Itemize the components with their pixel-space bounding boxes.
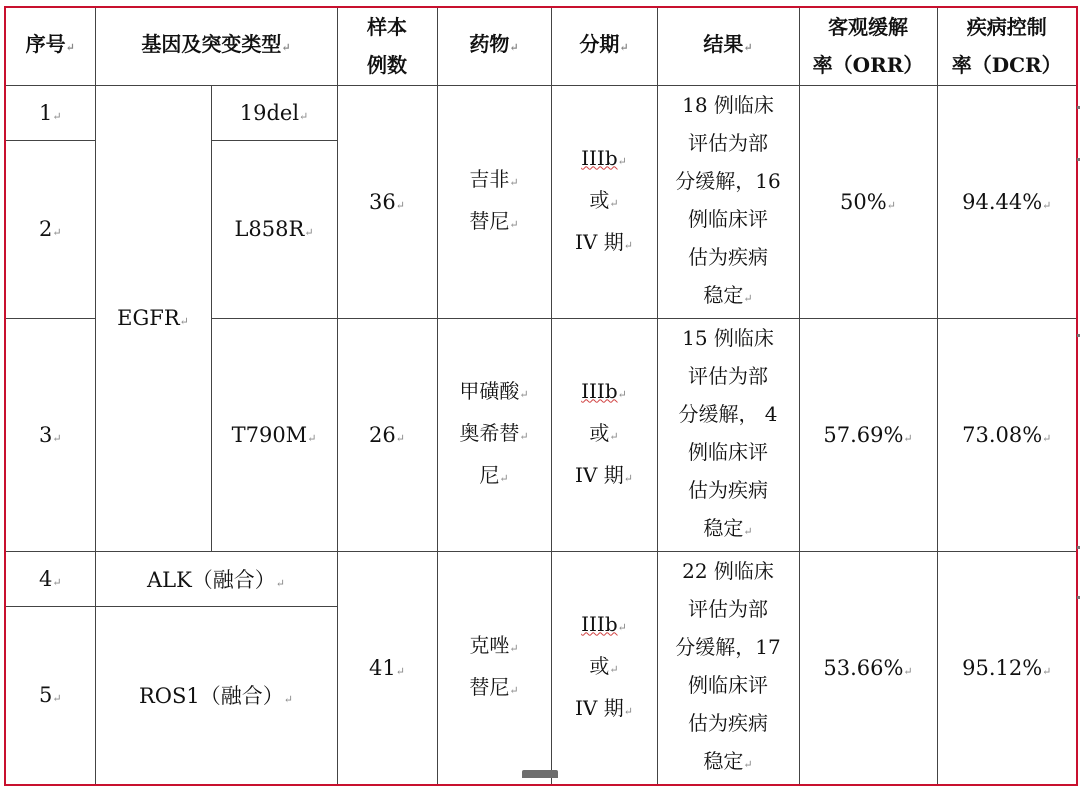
stage: IIIb↵ 或↵ IV 期↵ xyxy=(551,85,657,318)
orr-value: 57.69%↵ xyxy=(799,318,937,551)
mutation-type: ROS1（融合）↵ xyxy=(95,606,337,784)
orr-value: 53.66%↵ xyxy=(799,551,937,785)
header-orr: 客观缓解 率（ORR） xyxy=(799,7,937,85)
stage: IIIb↵ 或↵ IV 期↵ xyxy=(551,551,657,785)
header-dcr: 疾病控制 率（DCR） xyxy=(937,7,1077,85)
drug-efficacy-table xyxy=(4,6,1078,786)
drug-name: 吉非↵ 替尼↵ xyxy=(437,85,551,318)
orr-value: 50%↵ xyxy=(799,85,937,318)
drug-name: 甲磺酸↵ 奥希替↵ 尼↵ xyxy=(437,318,551,551)
table-row xyxy=(5,551,1077,606)
gene-egfr: EGFR↵ xyxy=(95,85,211,551)
sample-count: 36↵ xyxy=(337,85,437,318)
sample-count: 41↵ xyxy=(337,551,437,785)
dcr-value: 94.44%↵ xyxy=(937,85,1077,318)
header-no: 序号↵ xyxy=(5,7,95,85)
header-drug: 药物↵ xyxy=(437,7,551,85)
row-number: 2↵ xyxy=(5,140,95,318)
row-number: 4↵ xyxy=(5,551,95,606)
dcr-value: 95.12%↵ xyxy=(937,551,1077,785)
mutation-type: 19del↵ xyxy=(211,85,337,140)
mutation-type: T790M↵ xyxy=(211,318,337,551)
drug-name: 克唑↵ 替尼↵ xyxy=(437,551,551,785)
header-result: 结果↵ xyxy=(657,7,799,85)
mutation-type: ALK（融合）↵ xyxy=(95,551,337,606)
header-stage: 分期↵ xyxy=(551,7,657,85)
result-text: 22 例临床 评估为部 分缓解，17 例临床评 估为疾病 稳定↵ xyxy=(657,551,799,785)
table-row xyxy=(5,85,1077,140)
dcr-value: 73.08%↵ xyxy=(937,318,1077,551)
header-sample-count: 样本 例数 xyxy=(337,7,437,85)
header-gene-type: 基因及突变类型↵ xyxy=(95,7,337,85)
result-text: 15 例临床 评估为部 分缓解， 4 例临床评 估为疾病 稳定↵ xyxy=(657,318,799,551)
sample-count: 26↵ xyxy=(337,318,437,551)
row-number: 1↵ xyxy=(5,85,95,140)
mutation-type: L858R↵ xyxy=(211,140,337,318)
row-number: 3↵ xyxy=(5,318,95,551)
stage: IIIb↵ 或↵ IV 期↵ xyxy=(551,318,657,551)
result-text: 18 例临床 评估为部 分缓解，16 例临床评 估为疾病 稳定↵ xyxy=(657,85,799,318)
row-number: 5↵ xyxy=(5,606,95,784)
page-scroll-tab[interactable] xyxy=(522,770,558,778)
header-row xyxy=(5,7,1077,85)
